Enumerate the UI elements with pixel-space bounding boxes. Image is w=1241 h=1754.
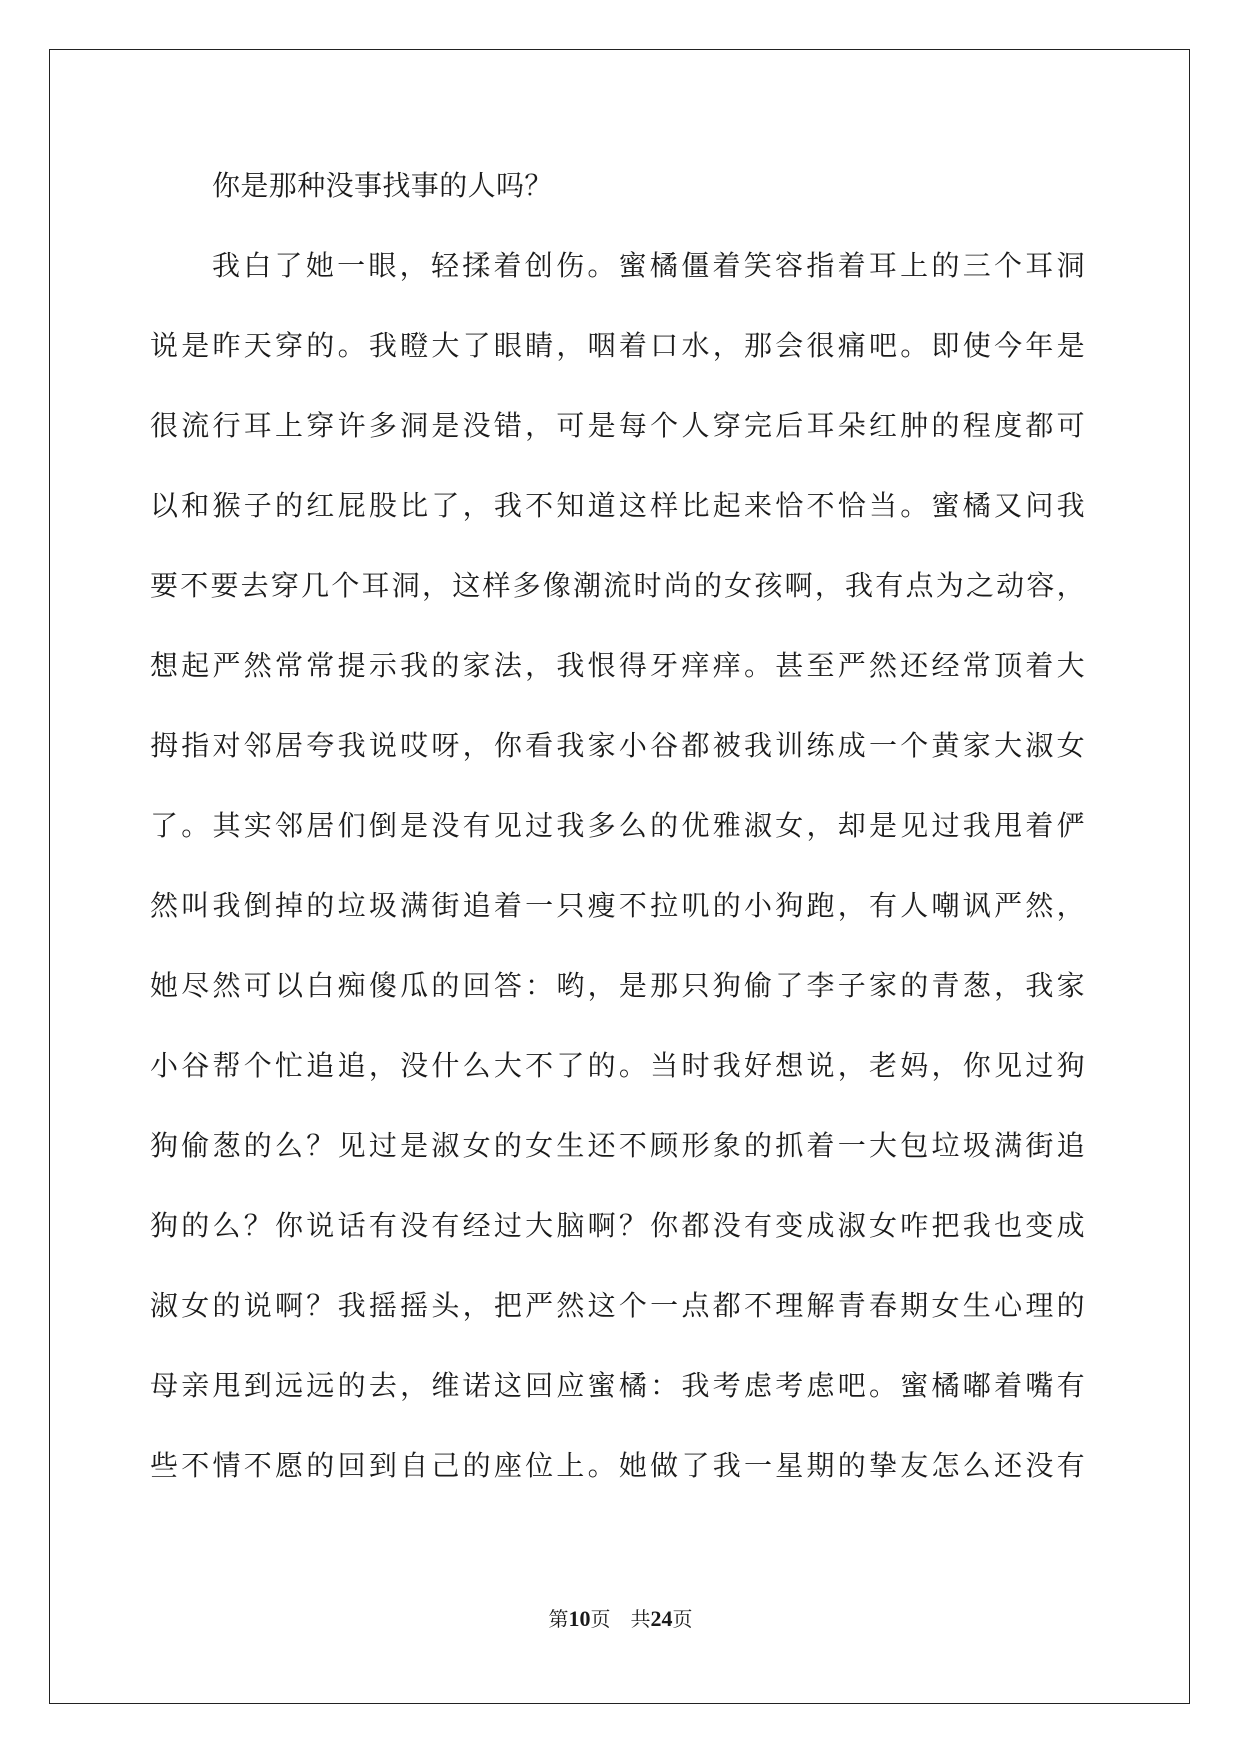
page-footer	[0, 1606, 1241, 1632]
total-pages: 24	[650, 1606, 673, 1631]
paragraph-line: 想起严然常常提示我的家法，我恨得牙痒痒。甚至严然还经常顶着大	[150, 649, 1085, 682]
paragraph-line: 了。其实邻居们倒是没有见过我多么的优雅淑女，却是见过我甩着俨	[150, 809, 1085, 842]
paragraph-line: 狗的么？你说话有没有经过大脑啊？你都没有变成淑女咋把我也变成	[150, 1209, 1085, 1242]
paragraph-line: 以和猴子的红屁股比了，我不知道这样比起来恰不恰当。蜜橘又问我	[150, 489, 1085, 522]
paragraph-line: 很流行耳上穿许多洞是没错，可是每个人穿完后耳朵红肿的程度都可	[150, 409, 1085, 442]
paragraph-line: 说是昨天穿的。我瞪大了眼睛，咽着口水，那会很痛吧。即使今年是	[150, 329, 1085, 362]
document-body	[150, 166, 1085, 1526]
paragraph-line: 母亲甩到远远的去，维诺这回应蜜橘：我考虑考虑吧。蜜橘嘟着嘴有	[150, 1369, 1085, 1402]
total-unit: 页	[672, 1607, 693, 1631]
paragraph-line: 她尽然可以白痴傻瓜的回答：哟，是那只狗偷了李子家的青葱，我家	[150, 969, 1085, 1002]
paragraph-line: 拇指对邻居夸我说哎呀，你看我家小谷都被我训练成一个黄家大淑女	[150, 729, 1085, 762]
paragraph-line: 我白了她一眼，轻揉着创伤。蜜橘僵着笑容指着耳上的三个耳洞	[212, 249, 1085, 282]
paragraph-line: 然叫我倒掉的垃圾满街追着一只瘦不拉叽的小狗跑，有人嘲讽严然，	[150, 889, 1085, 922]
page-unit: 页	[590, 1607, 611, 1631]
total-prefix: 共	[630, 1607, 651, 1631]
paragraph-line: 小谷帮个忙追追，没什么大不了的。当时我好想说，老妈，你见过狗	[150, 1049, 1085, 1082]
paragraph-line: 你是那种没事找事的人吗？	[212, 169, 553, 202]
paragraph-line: 狗偷葱的么？见过是淑女的女生还不顾形象的抓着一大包垃圾满街追	[150, 1129, 1085, 1162]
page-number: 10	[568, 1606, 591, 1631]
paragraph-line: 淑女的说啊？我摇摇头，把严然这个一点都不理解青春期女生心理的	[150, 1289, 1085, 1322]
paragraph-line: 要不要去穿几个耳洞，这样多像潮流时尚的女孩啊，我有点为之动容，	[150, 569, 1085, 602]
page-prefix: 第	[548, 1607, 569, 1631]
paragraph-line: 些不情不愿的回到自己的座位上。她做了我一星期的挚友怎么还没有	[150, 1449, 1085, 1482]
